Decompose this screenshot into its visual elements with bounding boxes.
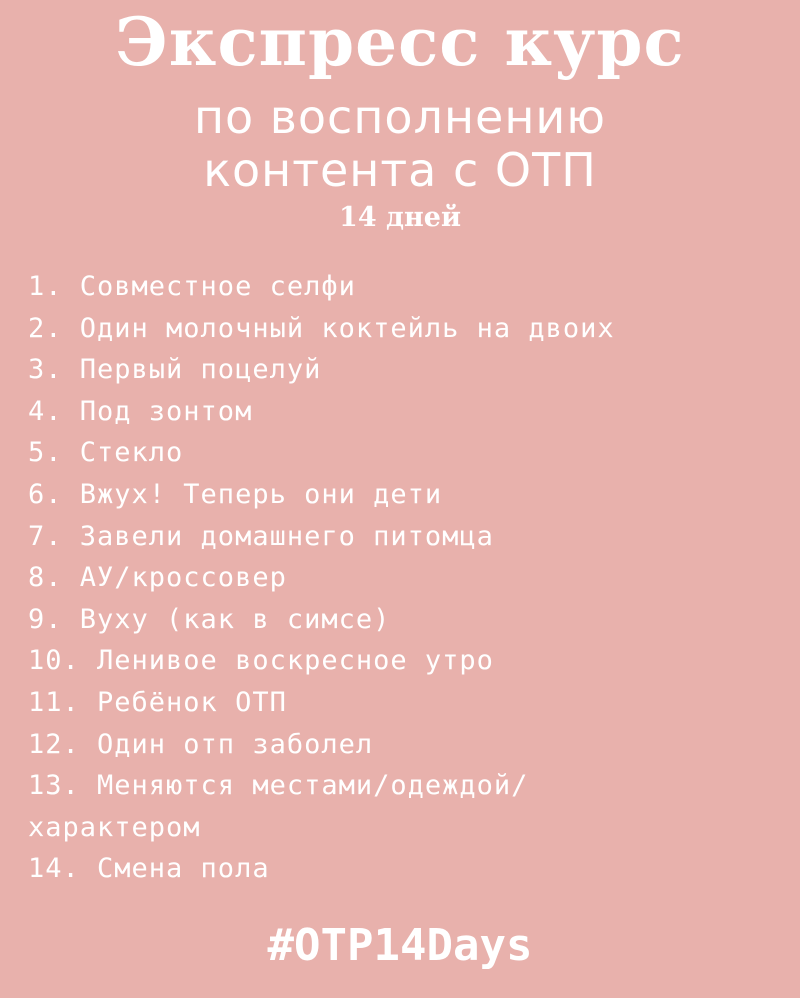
list-item: 4. Под зонтом [28,395,253,427]
list-item: 6. Вжух! Теперь они дети [28,478,443,510]
list-item: 13. Меняются местами/одеждой/ [28,770,529,802]
poster-duration: 14 дней [339,202,461,233]
list-item-continuation: характером [28,811,201,843]
list-item: 10. Ленивое воскресное утро [28,645,494,677]
list-item: 5. Стекло [28,437,184,469]
list-item: 8. АУ/кроссовер [28,562,287,594]
list-item: 2. Один молочный коктейль на двоих [28,312,615,344]
list-item: 11. Ребёнок ОТП [28,686,287,718]
poster-subtitle-line-1: по восполнению [193,90,607,144]
challenge-list [0,266,800,890]
poster-subtitle-line-2: контента с ОТП [203,143,597,197]
list-item: 12. Один отп заболел [28,728,374,760]
list-item: 7. Завели домашнего питомца [28,520,494,552]
list-item: 14. Смена пола [28,853,270,885]
list-item: 3. Первый поцелуй [28,354,322,386]
hashtag: #OTP14Days [267,920,533,971]
list-item: 1. Совместное селфи [28,271,356,302]
poster-title: Экспресс курс [115,3,685,81]
list-item: 9. Вуху (как в симсе) [28,603,391,635]
